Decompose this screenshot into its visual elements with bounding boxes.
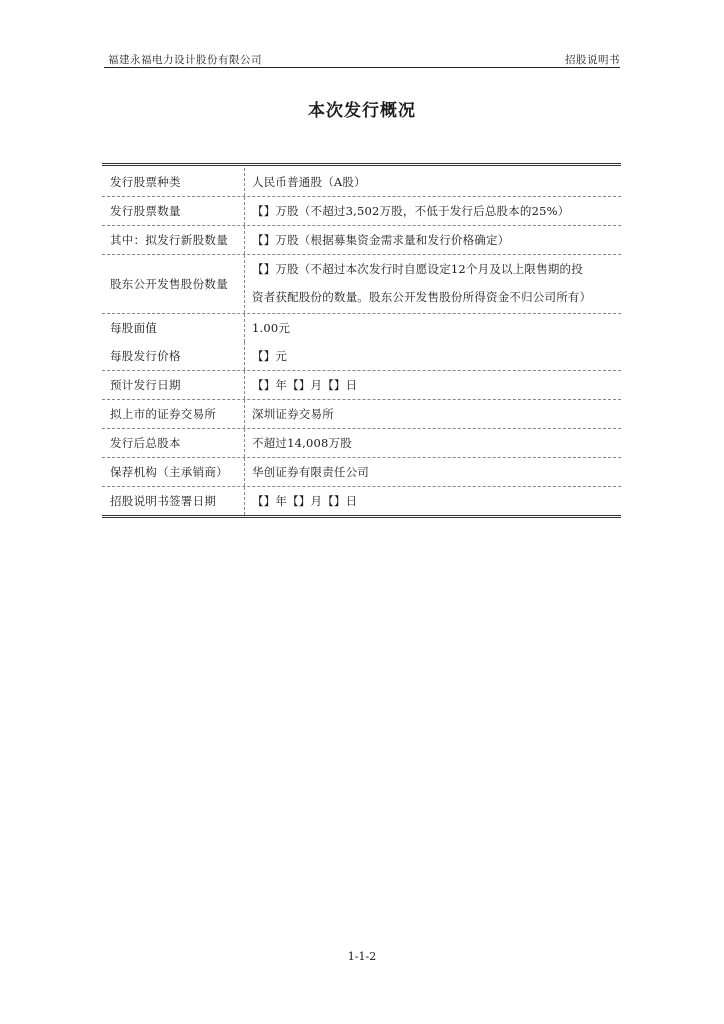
row-value: 深圳证券交易所 bbox=[252, 407, 334, 421]
header-doc-type: 招股说明书 bbox=[565, 54, 620, 66]
row-value: 【】万股（根据募集资金需求量和发行价格确定） bbox=[252, 233, 510, 247]
row-label: 股东公开发售股份数量 bbox=[102, 255, 245, 313]
row-value-line: 资者获配股份的数量。股东公开发售股份所得资金不归公司所有） bbox=[252, 290, 592, 304]
row-value: 【】万股（不超过3,502万股，不低于发行后总股本的25%） bbox=[252, 204, 570, 218]
table-row bbox=[102, 342, 621, 371]
row-label: 拟上市的证券交易所 bbox=[102, 400, 245, 428]
table-row bbox=[102, 429, 621, 458]
table-row bbox=[102, 255, 621, 314]
row-label: 每股面值 bbox=[102, 314, 245, 342]
row-label: 招股说明书签署日期 bbox=[102, 487, 245, 515]
row-label: 其中：拟发行新股数量 bbox=[102, 226, 245, 254]
table-bottom-rule bbox=[102, 515, 621, 520]
table-row bbox=[102, 400, 621, 429]
row-label: 发行后总股本 bbox=[102, 429, 245, 457]
table-row bbox=[102, 371, 621, 400]
offering-summary-table bbox=[102, 163, 621, 520]
table-row bbox=[102, 458, 621, 487]
table-row bbox=[102, 197, 621, 226]
row-label: 发行股票数量 bbox=[102, 197, 245, 225]
row-value: 1.00元 bbox=[252, 321, 291, 335]
page-number: 1-1-2 bbox=[347, 950, 377, 963]
table-row bbox=[102, 168, 621, 197]
row-value: 【】年【】月【】日 bbox=[252, 494, 358, 508]
header-company: 福建永福电力设计股份有限公司 bbox=[108, 54, 262, 66]
row-value: 人民币普通股（A股） bbox=[252, 175, 366, 189]
header-divider bbox=[104, 67, 620, 68]
row-label: 保荐机构（主承销商） bbox=[102, 458, 245, 486]
row-value bbox=[245, 255, 621, 313]
row-value: 【】年【】月【】日 bbox=[252, 378, 358, 392]
row-label: 预计发行日期 bbox=[102, 371, 245, 399]
row-value: 华创证券有限责任公司 bbox=[252, 465, 369, 479]
table-row bbox=[102, 226, 621, 255]
table-row bbox=[102, 487, 621, 515]
row-value-line: 【】万股（不超过本次发行时自愿设定12个月及以上限售期的投 bbox=[252, 262, 583, 276]
table-row bbox=[102, 314, 621, 342]
page-title: 本次发行概况 bbox=[308, 101, 416, 121]
row-value: 【】元 bbox=[252, 349, 288, 363]
row-value: 不超过14,008万股 bbox=[252, 436, 352, 450]
row-label: 发行股票种类 bbox=[102, 168, 245, 196]
row-label: 每股发行价格 bbox=[102, 342, 245, 370]
